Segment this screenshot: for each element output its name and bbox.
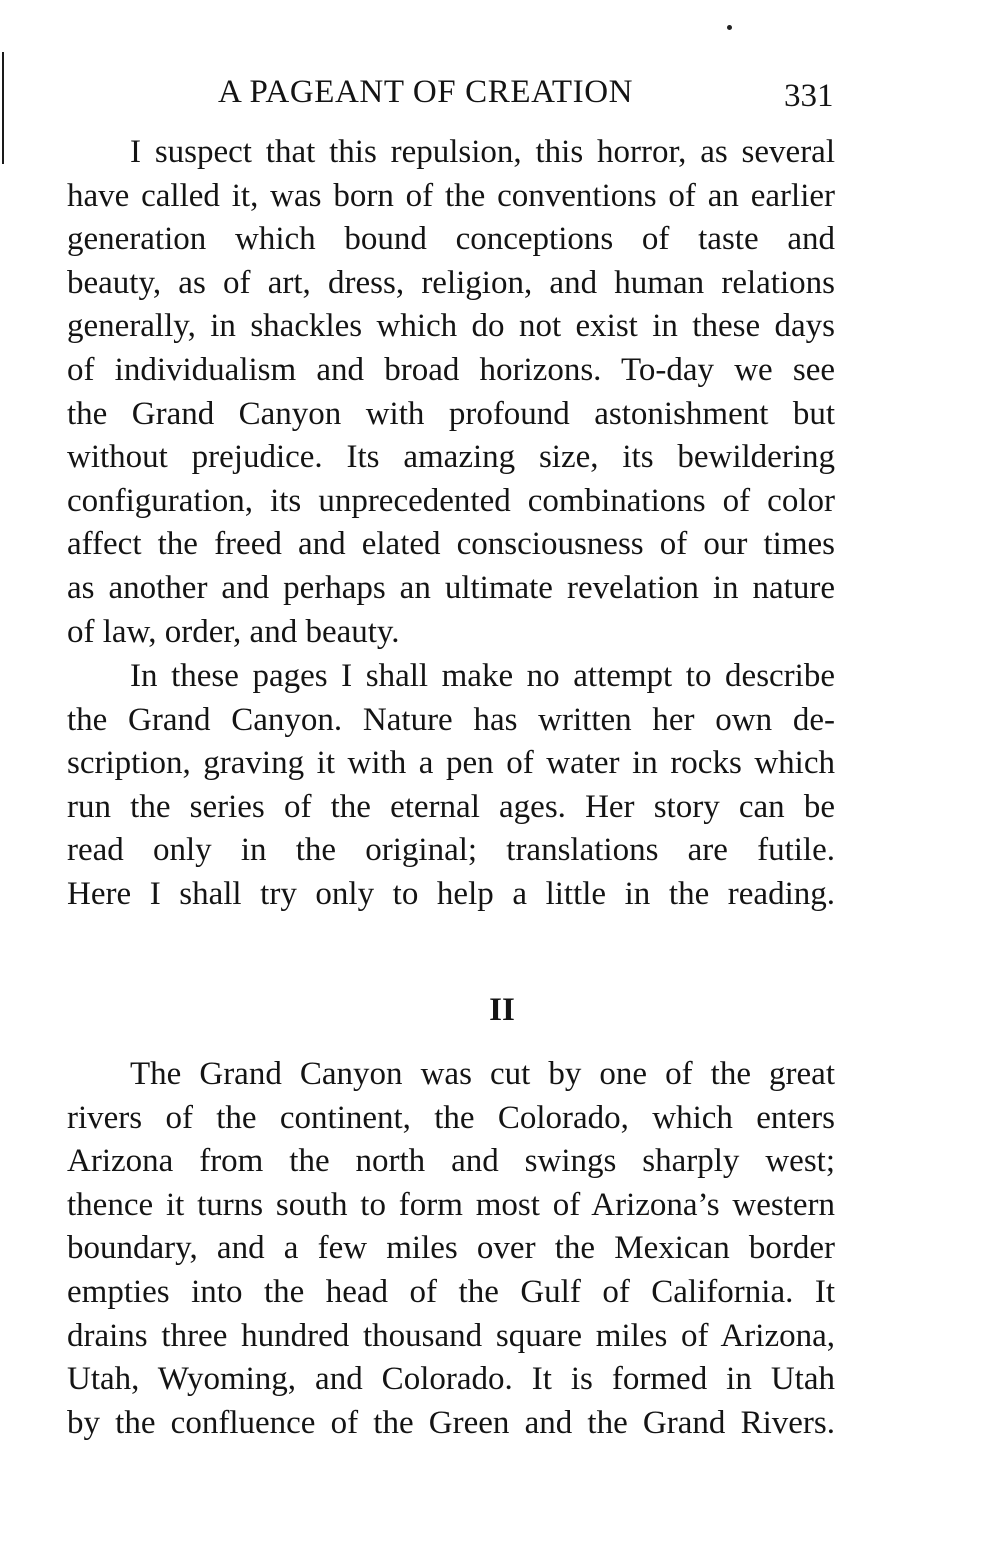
text-line: In these pages I shall make no attempt to describe <box>130 658 835 694</box>
text-line: scription, graving it with a pen of water in rocks which <box>67 745 835 782</box>
running-title: A PAGEANT OF CREATION <box>218 74 634 110</box>
text-line: read only in the original; translations are futile. <box>67 832 835 869</box>
text-line: as another and perhaps an ultimate revelation in nature <box>67 569 835 606</box>
text-line: configuration, its unprecedented combinations of color <box>67 482 835 519</box>
section-heading: II <box>489 992 515 1028</box>
text-line: empties into the head of the Gulf of California. It <box>67 1273 835 1310</box>
paragraph-2 <box>67 655 835 917</box>
text-line: Here I shall try only to help a little in the reading. <box>67 875 835 912</box>
text-line: of individualism and broad horizons. To-day we see <box>67 351 835 388</box>
text-line: run the series of the eternal ages. Her story can be <box>67 788 835 825</box>
paragraph-1 <box>67 131 835 654</box>
text-line: without prejudice. Its amazing size, its bewildering <box>67 439 835 476</box>
text-line: have called it, was born of the conventions of an earlier <box>67 177 835 214</box>
text-line: affect the freed and elated consciousness of our times <box>67 526 835 563</box>
text-line: rivers of the continent, the Colorado, which enters <box>67 1099 835 1136</box>
running-head <box>0 72 1000 116</box>
text-line: The Grand Canyon was cut by one of the great <box>130 1056 835 1092</box>
text-line: Arizona from the north and swings sharply west; <box>67 1143 835 1180</box>
text-line: the Grand Canyon with profound astonishment but <box>67 395 835 432</box>
dust-speck <box>727 25 732 30</box>
text-line: the Grand Canyon. Nature has written her own de- <box>67 701 835 738</box>
text-line: Utah, Wyoming, and Colorado. It is formed in Utah <box>67 1361 835 1398</box>
text-line: by the confluence of the Green and the Grand Rivers. <box>67 1404 835 1441</box>
text-line: thence it turns south to form most of Arizona’s western <box>67 1186 835 1223</box>
text-line: boundary, and a few miles over the Mexican border <box>67 1230 835 1267</box>
page-number: 331 <box>784 78 834 114</box>
text-line: drains three hundred thousand square miles of Arizona, <box>67 1317 835 1354</box>
paragraph-3 <box>67 1053 835 1445</box>
text-line: generally, in shackles which do not exist in these days <box>67 308 835 345</box>
text-line: I suspect that this repulsion, this horror, as several <box>130 134 835 170</box>
text-line: of law, order, and beauty. <box>67 613 400 650</box>
text-line: beauty, as of art, dress, religion, and human relations <box>67 264 835 301</box>
text-line: generation which bound conceptions of taste and <box>67 221 835 258</box>
